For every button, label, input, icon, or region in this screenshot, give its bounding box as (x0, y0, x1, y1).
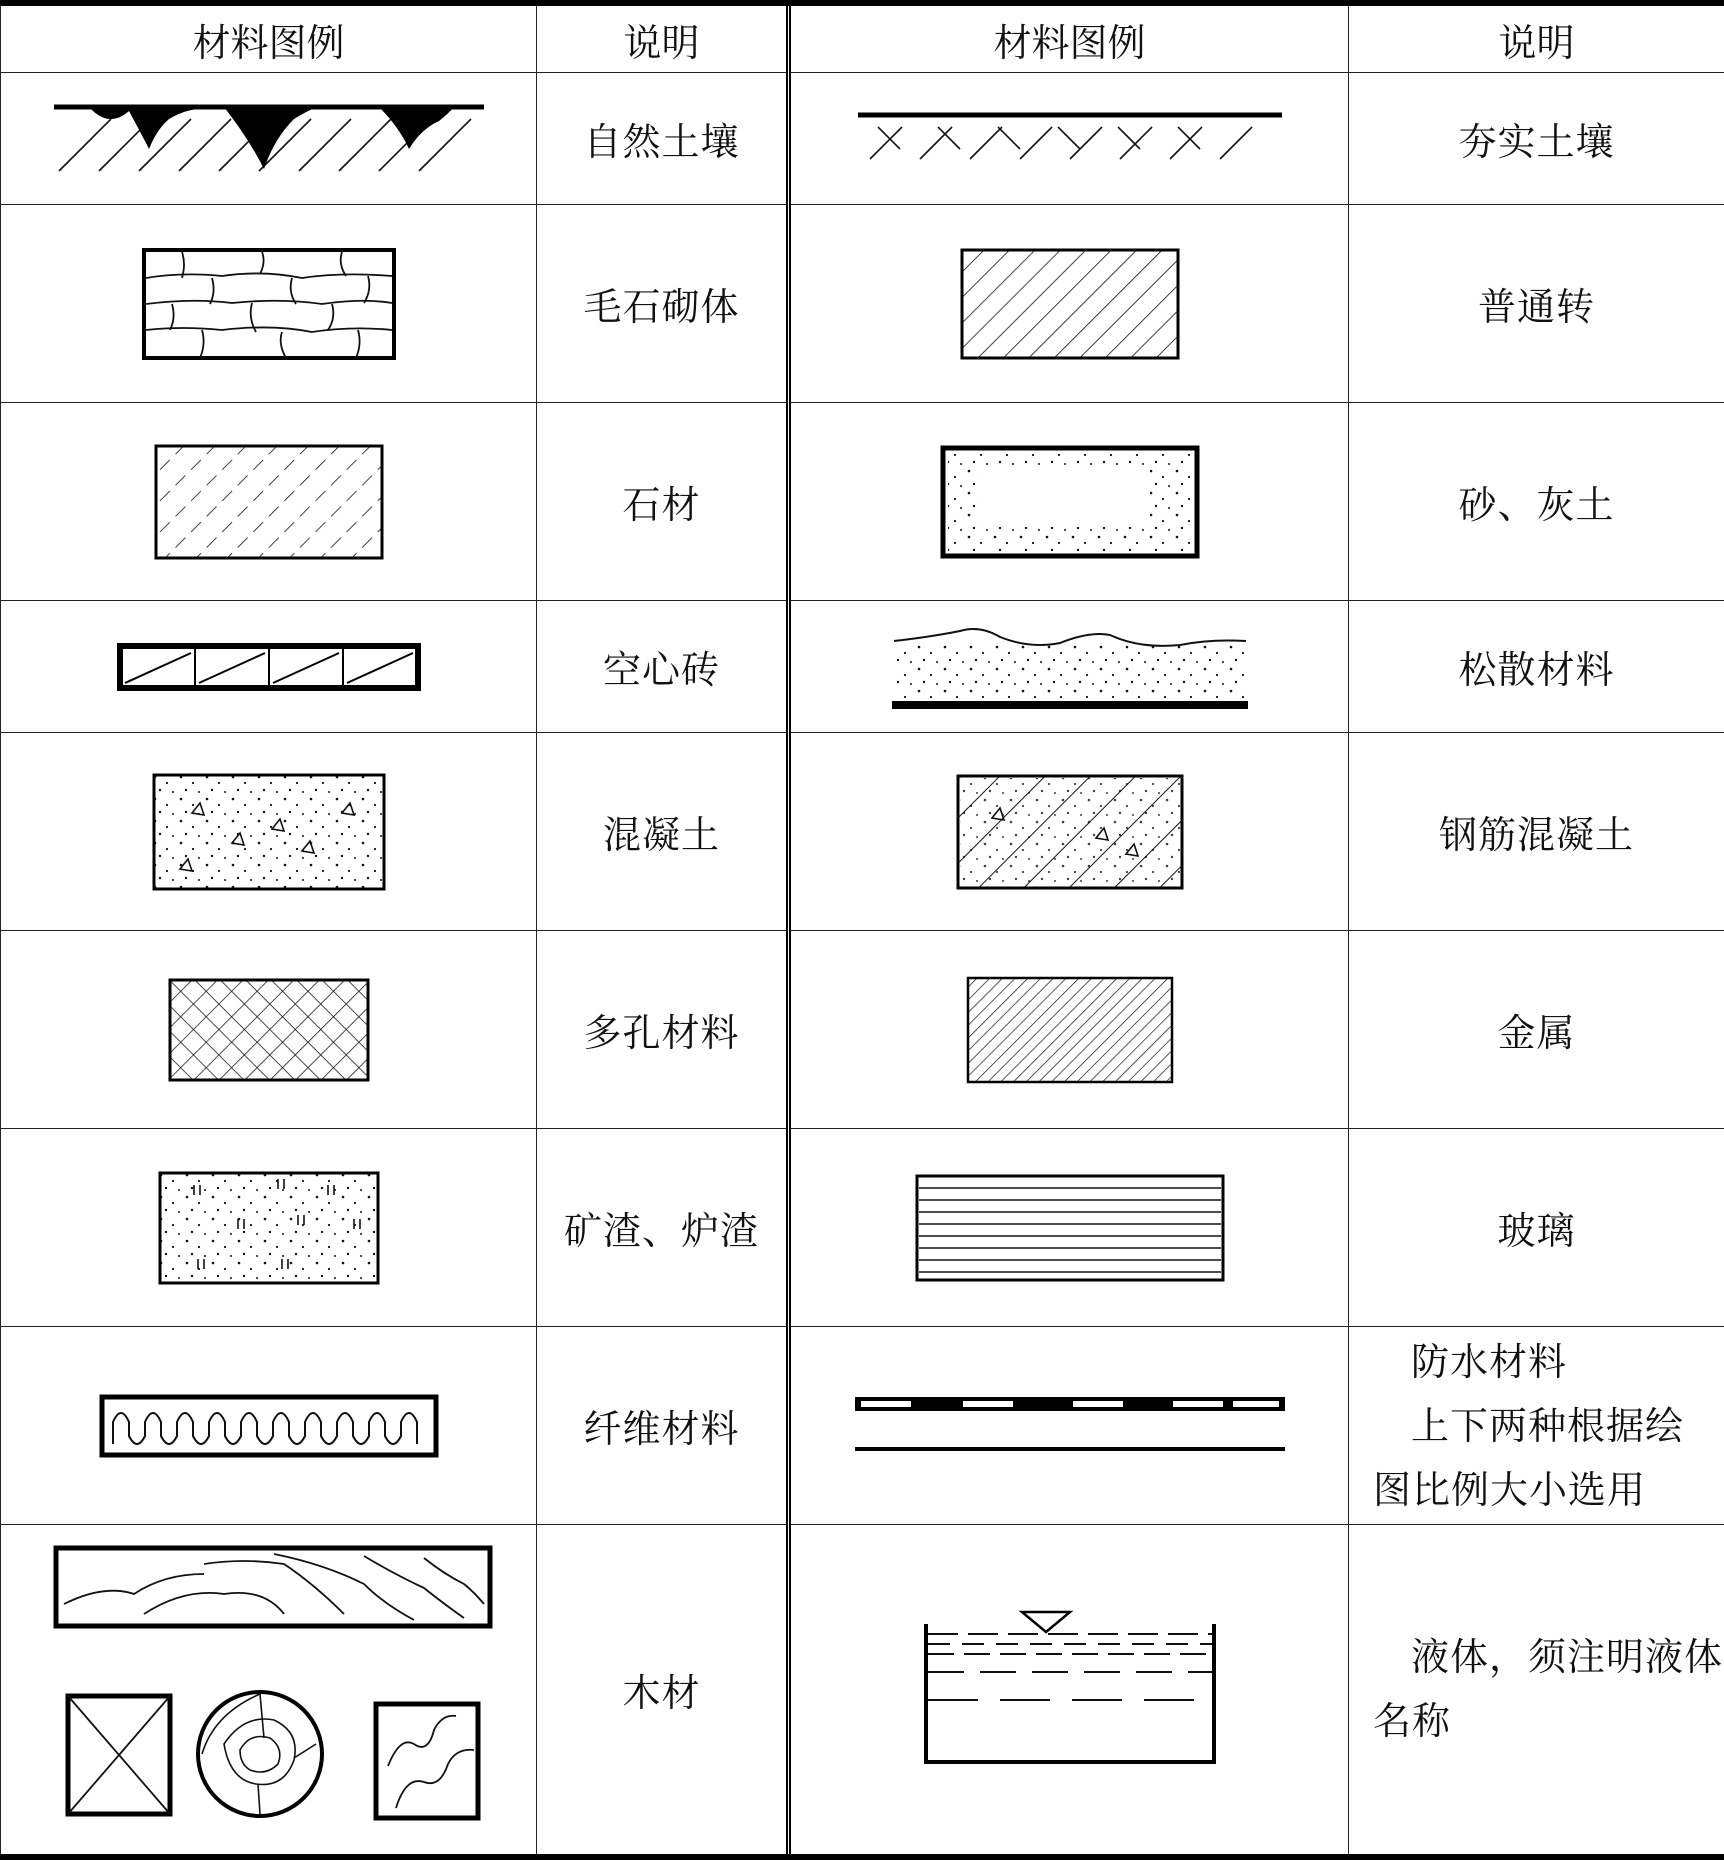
concrete-label: 混凝土 (537, 733, 789, 931)
porous-material-symbol (1, 931, 537, 1129)
header-symbol-left: 材料图例 (1, 3, 537, 73)
waterproof-line-2: 上下两种根据绘 (1373, 1394, 1724, 1458)
reinforced-concrete-symbol (789, 733, 1349, 931)
table-row (1, 1129, 1724, 1327)
header-desc-left: 说明 (537, 3, 789, 73)
table-row (1, 73, 1724, 205)
reinforced-concrete-label: 钢筋混凝土 (1349, 733, 1724, 931)
metal-symbol (789, 931, 1349, 1129)
stone-symbol (1, 403, 537, 601)
sand-lime-soil-symbol (789, 403, 1349, 601)
rammed-soil-symbol (789, 73, 1349, 205)
loose-material-label: 松散材料 (1349, 601, 1724, 733)
table-row (1, 403, 1724, 601)
table-row (1, 1327, 1724, 1525)
porous-material-label: 多孔材料 (537, 931, 789, 1129)
hollow-brick-label: 空心砖 (537, 601, 789, 733)
waterproof-material-symbol (789, 1327, 1349, 1525)
timber-label: 木材 (537, 1525, 789, 1857)
header-desc-right: 说明 (1349, 3, 1724, 73)
table-row (1, 931, 1724, 1129)
table-row (1, 205, 1724, 403)
rammed-soil-label: 夯实土壤 (1349, 73, 1724, 205)
waterproof-material-label (1349, 1327, 1724, 1525)
liquid-label (1349, 1525, 1724, 1857)
fiber-material-symbol (1, 1327, 537, 1525)
waterproof-line-3: 图比例大小选用 (1373, 1458, 1724, 1522)
natural-soil-symbol (1, 73, 537, 205)
liquid-symbol (789, 1525, 1349, 1857)
common-brick-symbol (789, 205, 1349, 403)
slag-symbol (1, 1129, 537, 1327)
metal-label: 金属 (1349, 931, 1724, 1129)
common-brick-label: 普通转 (1349, 205, 1724, 403)
concrete-symbol (1, 733, 537, 931)
fiber-material-label: 纤维材料 (537, 1327, 789, 1525)
liquid-line-1: 液体，须注明液体 (1373, 1625, 1724, 1689)
waterproof-line-1: 防水材料 (1373, 1330, 1724, 1394)
loose-material-symbol (789, 601, 1349, 733)
slag-label: 矿渣、炉渣 (537, 1129, 789, 1327)
table-row (1, 733, 1724, 931)
hollow-brick-symbol (1, 601, 537, 733)
header-row (1, 3, 1724, 73)
header-symbol-right: 材料图例 (789, 3, 1349, 73)
sand-lime-soil-label: 砂、灰土 (1349, 403, 1724, 601)
liquid-line-2: 名称 (1373, 1689, 1724, 1753)
glass-label: 玻璃 (1349, 1129, 1724, 1327)
table-row (1, 601, 1724, 733)
glass-symbol (789, 1129, 1349, 1327)
natural-soil-label: 自然土壤 (537, 73, 789, 205)
rubble-masonry-label: 毛石砌体 (537, 205, 789, 403)
rubble-masonry-symbol (1, 205, 537, 403)
table-row (1, 1525, 1724, 1857)
stone-label: 石材 (537, 403, 789, 601)
timber-symbol (1, 1525, 537, 1857)
